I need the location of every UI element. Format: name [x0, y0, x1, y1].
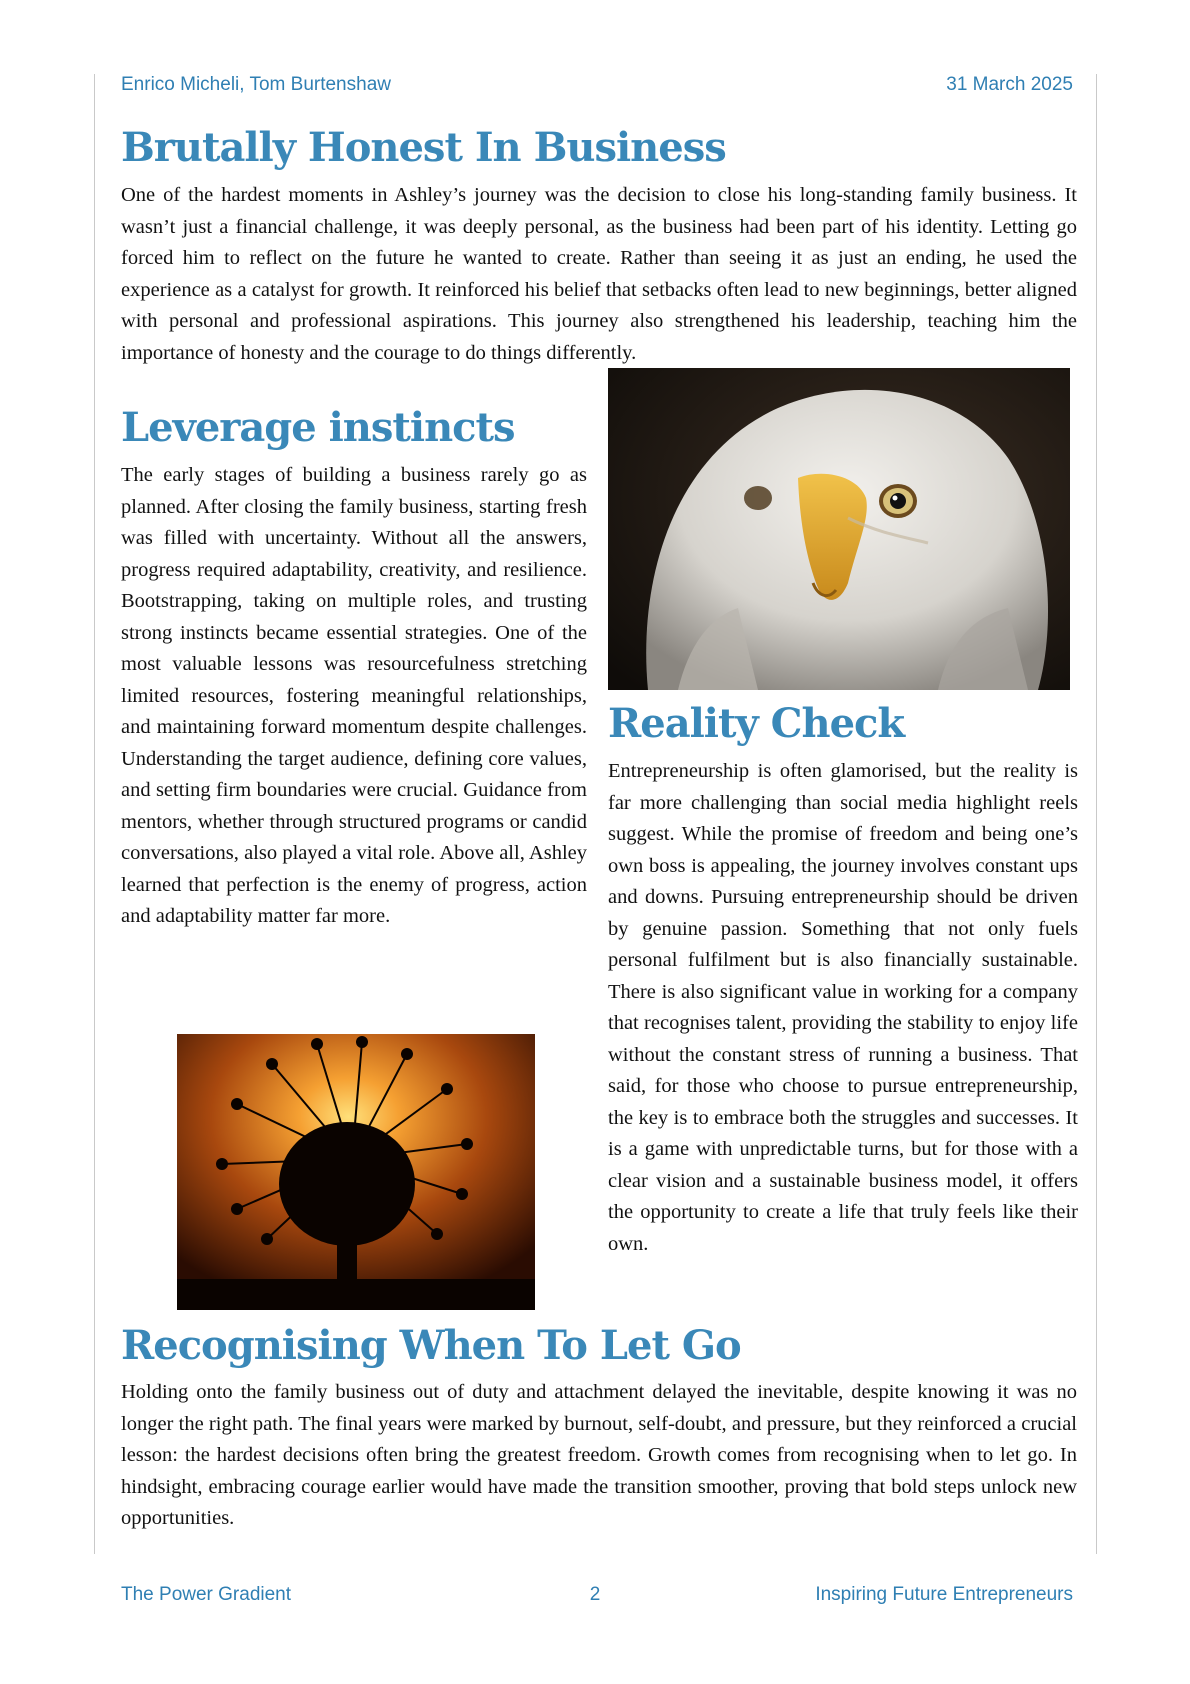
paragraph-leverage-instincts: The early stages of building a business rarely go as planned. After closing the family business, starting fresh was filled with uncertainty. Without all the answers, progress required adaptability, creativity, and resilience. Bootstrapping, taking on multiple roles, and trusting strong instincts became essential strategies. One of the most valuable lessons was resourcefulness stretching limited resources, fostering meaningful relationships, and maintaining forward momentum despite challenges. Understanding the target audience, defining core values, and setting firm boundaries were crucial. Guidance from mentors, whether through structured programs or candid conversations, also played a vital role. Above all, Ashley learned that perfection is the enemy of progress, action and adaptability matter far more.: [121, 464, 587, 927]
paragraph-reality-check: Entrepreneurship is often glamorised, but the reality is far more challenging than social media highlight reels suggest. While the promise of freedom and being one’s own boss is appealing, the journey involves constant ups and downs. Pursuing entrepreneurship should be driven by genuine passion. Something that not only fuels personal fulfilment but is also financially sustainable. There is also significant value in working for a company that recognises talent, providing the stability to enjoy life without the constant stress of running a business. That said, for those who choose to pursue entrepreneurship, the key is to embrace both the struggles and successes. It is a game with unpredictable turns, but for those with a clear vision and a sustainable business model, it offers the opportunity to create a life that truly feels like their own.: [608, 760, 1078, 1255]
header-date: 31 March 2025: [946, 74, 1073, 95]
heading-brutally-honest: Brutally Honest In Business: [121, 124, 726, 171]
paragraph-letting-go: Holding onto the family business out of duty and attachment delayed the inevitable, despite knowing it was no longer the right path. The final years were marked by burnout, self-doubt, and pressure, but they reinforced a crucial lesson: the hardest decisions often bring the greatest freedom. Growth comes from recognising when to let go. In hindsight, embracing courage earlier would have made the transition smoother, proving that bold steps unlock new opportunities.: [121, 1381, 1077, 1529]
footer-publication: The Power Gradient: [121, 1584, 292, 1605]
paragraph-brutally-honest: One of the hardest moments in Ashley’s journey was the decision to close his long-standing family business. It wasn’t just a financial challenge, it was deeply personal, as the business had been part of his identity. Letting go forced him to reflect on the future he wanted to create. Rather than seeing it as just an ending, he used the experience as a catalyst for growth. It reinforced his belief that setbacks often lead to new beginnings, better aligned with personal and professional aspirations. This journey also strengthened his leadership, teaching him the importance of honesty and the courage to do things differently.: [121, 184, 1077, 364]
left-margin-rule: [94, 74, 95, 1554]
swing-carousel-sunset-photo: [177, 1034, 535, 1310]
footer-page-number: 2: [589, 1584, 601, 1605]
eagle-photo: [608, 368, 1070, 690]
footer-tagline: Inspiring Future Entrepreneurs: [815, 1584, 1073, 1605]
heading-letting-go: Recognising When To Let Go: [121, 1322, 741, 1369]
heading-reality-check: Reality Check: [608, 700, 905, 747]
right-margin-rule: [1096, 74, 1097, 1554]
header-authors: Enrico Micheli, Tom Burtenshaw: [121, 74, 391, 95]
heading-leverage-instincts: Leverage instincts: [121, 404, 515, 451]
